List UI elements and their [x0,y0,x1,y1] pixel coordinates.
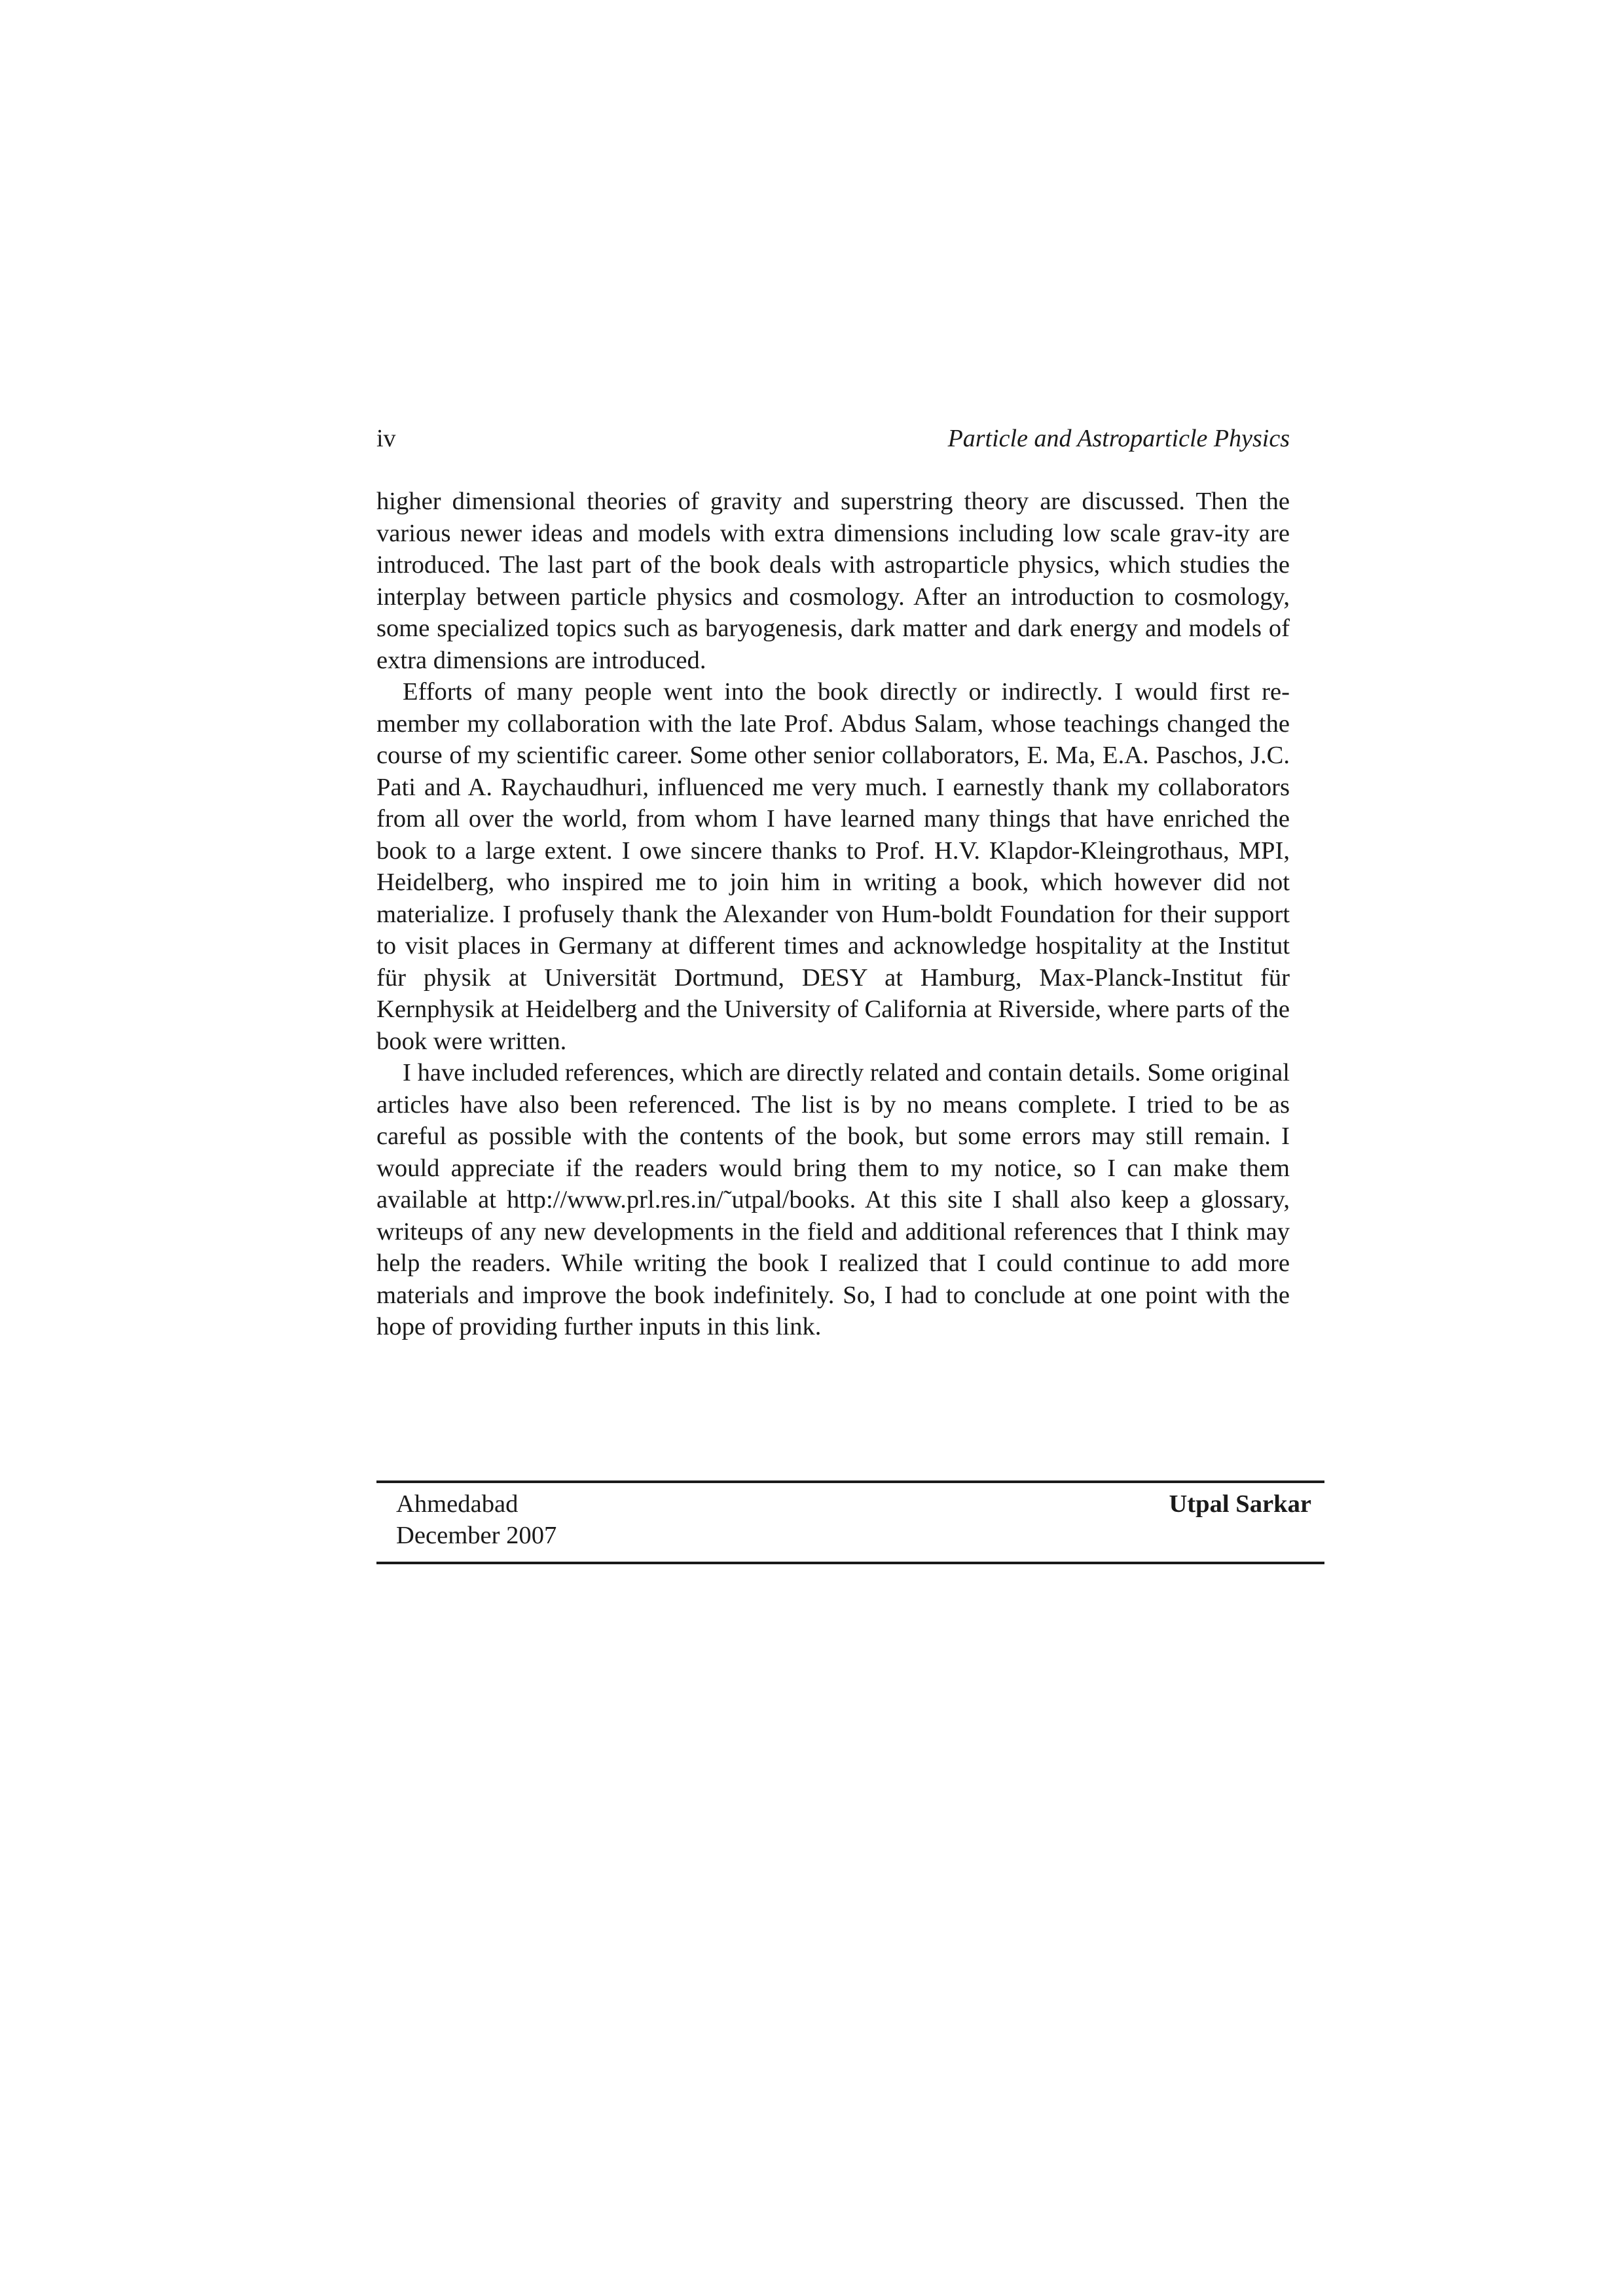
signature-date: December 2007 [396,1522,557,1549]
paragraph-3: I have included references, which are directly related and contain details. Some original articles have also been referenced. The list is by no means complete. I tried to be as careful as possible with the contents of the book, but some errors may still remain. I would appreciate if the readers would bring them to my notice, so I can make them available at http://www.prl.res.in/˜utpal/books. At this site I shall also keep a glossary, writeups of any new developments in the field and additional references that I think may help the readers. While writing the book I realized that I could continue to add more materials and improve the book indefinitely. So, I had to conclude at one point with the hope of providing further inputs in this link. [376,1059,1290,1340]
running-title: Particle and Astroparticle Physics [947,425,1290,452]
signature-block [376,1480,1324,1564]
signature-place: Ahmedabad [396,1490,519,1518]
signature-author: Utpal Sarkar [1169,1490,1311,1518]
page-number: iv [376,425,396,452]
preface-body [376,486,1290,1343]
page-header [376,419,1290,458]
paragraph-1: higher dimensional theories of gravity and superstring theory are discussed. Then the various newer ideas and models with extra dimensions including low scale grav-​ity are introduced. The last part of the book deals with astroparticle physics, which studies the interplay between particle physics and cosmology. After an introduction to cosmology, some specialized topics such as baryogenesis, dark matter and dark energy and models of extra dimensions are introduced. [376,488,1290,674]
paragraph-2: Efforts of many people went into the book directly or indirectly. I would first re-​member my collaboration with the late Prof. Abdus Salam, whose teachings changed the course of my scientific career. Some other senior collaborators, E. Ma, E.A. Paschos, J.C. Pati and A. Raychaudhuri, influenced me very much. I earnestly thank my collaborators from all over the world, from whom I have learned many things that have enriched the book to a large extent. I owe sincere thanks to Prof. H.V. Klapdor-Kleingrothaus, MPI, Heidelberg, who inspired me to join him in writing a book, which however did not materialize. I profusely thank the Alexander von Hum-​boldt Foundation for their support to visit places in Germany at different times and acknowledge hospitality at the Institut für physik at Universität Dortmund, DESY at Hamburg, Max-Planck-Institut für Kernphysik at Heidelberg and the University of California at Riverside, where parts of the book were written. [376,678,1290,1055]
